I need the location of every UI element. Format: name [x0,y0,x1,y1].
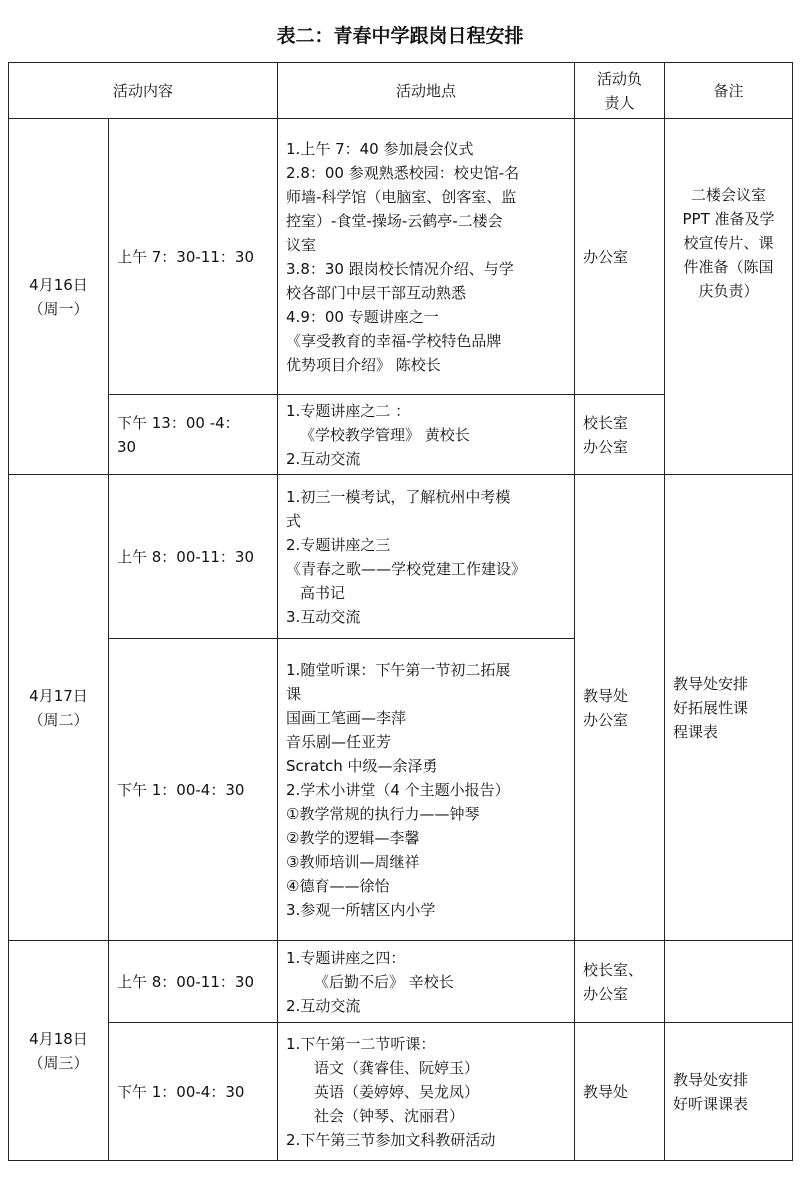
content-line: 1.专题讲座之二 ： [286,401,411,420]
date-text: 4月16日 [29,275,88,294]
header-person-line: 责人 [604,93,635,112]
table-header-row [9,63,793,119]
note-line: 庆负责） [698,282,759,300]
content-cell [278,941,575,1023]
content-line: 控室）-食堂-操场-云鹤亭-二楼会 [286,211,503,230]
person-cell [575,395,665,475]
time-cell [109,395,278,475]
note-line: 教导处安排 [673,674,749,693]
content-line: 2.互动交流 [286,996,361,1015]
note-line: 好听课课表 [673,1094,749,1113]
table-row [9,1023,793,1161]
page-title: 表二：青春中学跟岗日程安排 [276,25,524,47]
person-text: 校长室 [583,413,629,432]
content-cell [278,639,575,941]
header-person-line: 活动负 [597,69,643,88]
content-line: 2.8：00 参观熟悉校园：校史馆-名 [286,163,520,182]
note-line: 校宣传片、课 [683,234,774,252]
date-cell [9,119,109,475]
content-line: 式 [286,511,302,530]
content-line: ④德育——徐怡 [286,876,390,895]
table-row [9,119,793,395]
header-location: 活动地点 [278,63,575,119]
table-row [9,475,793,639]
header-activity: 活动内容 [9,63,278,119]
note-line: 程课表 [673,722,719,741]
note-cell-empty [665,941,793,1023]
note-cell [665,119,793,475]
content-line: 优势项目介绍》 陈校长 [286,355,441,374]
time-text: 上午 7：30-11：30 [117,247,254,266]
content-line: Scratch 中级—余泽勇 [286,756,438,775]
content-line: 3.参观一所辖区内小学 [286,900,436,919]
person-text: 办公室 [583,247,629,266]
date-cell [9,941,109,1161]
content-line: 1.专题讲座之四： [286,948,406,967]
weekday-text: （周三） [28,1053,89,1072]
content-line: ①教学常规的执行力——钟琴 [286,804,480,823]
time-cell [109,1023,278,1161]
time-cell [109,639,278,941]
content-line: 1.下午第一二节听课： [286,1034,436,1053]
content-line: 音乐剧—任亚芳 [286,732,392,751]
person-cell [575,475,665,941]
content-cell [278,119,575,395]
content-line: 校各部门中层干部互动熟悉 [286,283,467,302]
content-line: 2.互动交流 [286,449,361,468]
schedule-table [8,62,793,1161]
content-line: 议室 [286,235,317,254]
time-text: 下午 1：00-4：30 [117,1082,245,1101]
table-row [9,941,793,1023]
content-line: 1.上午 7：40 参加晨会仪式 [286,139,474,158]
content-line: 高书记 [300,583,346,602]
content-line: 《享受教育的幸福-学校特色品牌 [286,331,502,350]
content-line: 1.初三一模考试，了解杭州中考模 [286,487,511,506]
content-cell [278,475,575,639]
content-line: 英语（姜婷婷、吴龙凤） [314,1082,480,1101]
note-line: 二楼会议室 [691,186,767,204]
person-text: 教导处 [583,686,629,705]
person-text: 办公室 [583,437,629,456]
content-line: 国画工笔画—李萍 [286,708,407,727]
date-cell [9,475,109,941]
time-cell [109,475,278,639]
content-cell [278,1023,575,1161]
note-line: 件准备（陈国 [683,258,774,276]
time-text: 下午 1：00-4：30 [117,780,245,799]
weekday-text: （周一） [28,299,89,318]
header-person [575,63,665,119]
note-line: 教导处安排 [673,1070,749,1089]
content-cell [278,395,575,475]
person-text: 办公室 [583,710,629,729]
content-line: ②教学的逻辑—李馨 [286,828,420,847]
content-line: 《学校教学管理》 黄校长 [300,425,470,444]
content-line: 3.8：30 跟岗校长情况介绍、与学 [286,259,514,278]
date-text: 4月17日 [29,686,88,705]
header-note: 备注 [665,63,793,119]
content-line: ③教师培训—周继祥 [286,852,420,871]
time-cell [109,941,278,1023]
content-line: 《后勤不后》 辛校长 [314,972,454,991]
note-cell [665,475,793,941]
content-line: 《青春之歌——学校党建工作建设》 [286,559,527,578]
person-cell [575,1023,665,1161]
content-line: 社会（钟琴、沈丽君） [314,1106,465,1125]
time-text: 上午 8：00-11：30 [117,972,254,991]
time-cell [109,119,278,395]
content-line: 4.9：00 专题讲座之一 [286,307,439,326]
time-text: 下午 13：00 -4： [117,413,240,432]
content-line: 课 [286,684,302,703]
time-text: 上午 8：00-11：30 [117,547,254,566]
person-text: 办公室 [583,984,629,1003]
content-line: 2.专题讲座之三 [286,535,391,554]
note-line: 好拓展性课 [673,698,749,717]
person-cell [575,941,665,1023]
content-line: 师墙-科学馆（电脑室、创客室、监 [286,187,517,206]
person-text: 教导处 [583,1082,629,1101]
date-text: 4月18日 [29,1029,88,1048]
person-text: 校长室、 [583,960,644,979]
content-line: 1.随堂听课：下午第一节初二拓展 [286,660,511,679]
weekday-text: （周二） [28,710,89,729]
note-cell [665,1023,793,1161]
time-text: 30 [117,437,137,456]
content-line: 3.互动交流 [286,607,361,626]
content-line: 2.下午第三节参加文科教研活动 [286,1130,496,1149]
content-line: 2.学术小讲堂（4 个主题小报告） [286,780,510,799]
note-line: PPT 准备及学 [682,210,775,228]
content-line: 语文（龚睿佳、阮婷玉） [314,1058,480,1077]
person-cell [575,119,665,395]
